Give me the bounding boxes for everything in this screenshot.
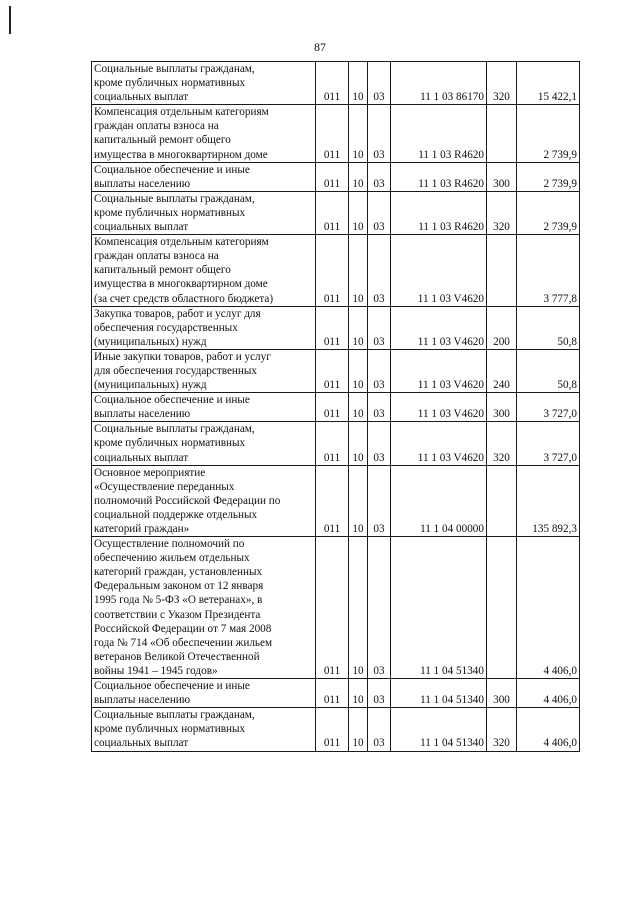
admin-code-cell: 011 [316,62,349,105]
page-number: 87 [314,40,326,54]
target-code-cell: 11 1 04 51340 [391,537,487,679]
description-line: Компенсация отдельным категориям [94,106,269,119]
description-line: года № 714 «Об обеспечении жильем [94,636,273,649]
margin-mark [9,6,11,34]
description-line: кроме публичных нормативных [94,206,246,219]
amount-cell: 15 422,1 [517,62,580,105]
description-line: кроме публичных нормативных [94,437,246,450]
table-row [92,679,580,708]
description-line: обеспечению жильем отдельных [94,552,250,565]
admin-code-cell: 011 [316,105,349,162]
description-line: Российской Федерации от 7 мая 2008 [94,622,272,635]
table-row [92,537,580,679]
table-row [92,191,580,234]
section-code-cell: 10 [349,105,368,162]
expense-type-cell [487,235,517,306]
subsection-code-cell: 03 [368,162,391,191]
table-row [92,306,580,349]
amount-cell: 3 727,0 [517,422,580,465]
table-row [92,465,580,536]
description-line: граждан оплаты взноса на [94,120,219,133]
admin-code-cell: 011 [316,191,349,234]
table-row [92,349,580,392]
amount-cell: 2 739,9 [517,162,580,191]
row-description [92,62,316,105]
subsection-code-cell: 03 [368,465,391,536]
amount-cell: 4 406,0 [517,708,580,751]
subsection-code-cell: 03 [368,708,391,751]
expense-type-cell: 320 [487,422,517,465]
description-line: (муниципальных) нужд [94,335,207,348]
target-code-cell: 11 1 03 V4620 [391,393,487,422]
description-line: имущества в многоквартирном доме [94,278,268,291]
row-description [92,306,316,349]
table-row [92,162,580,191]
expense-type-cell: 300 [487,393,517,422]
row-description [92,105,316,162]
description-line: (за счет средств областного бюджета) [94,292,274,305]
description-line: обеспечения государственных [94,321,238,334]
description-line: Компенсация отдельным категориям [94,236,269,249]
target-code-cell: 11 1 03 V4620 [391,349,487,392]
row-description [92,465,316,536]
description-line: соответствии с Указом Президента [94,608,261,621]
description-line: Основное мероприятие [94,466,206,479]
expense-type-cell [487,105,517,162]
section-code-cell: 10 [349,422,368,465]
target-code-cell: 11 1 03 V4620 [391,306,487,349]
subsection-code-cell: 03 [368,62,391,105]
target-code-cell: 11 1 03 V4620 [391,235,487,306]
table-row [92,62,580,105]
admin-code-cell: 011 [316,349,349,392]
description-line: 1995 года № 5-ФЗ «О ветеранах», в [94,594,263,607]
budget-table [91,61,580,752]
expense-type-cell: 300 [487,162,517,191]
description-line: (муниципальных) нужд [94,379,207,392]
description-line: кроме публичных нормативных [94,723,246,736]
admin-code-cell: 011 [316,708,349,751]
table-body [92,62,580,752]
row-description [92,191,316,234]
row-description [92,235,316,306]
section-code-cell: 10 [349,393,368,422]
description-line: имущества в многоквартирном доме [94,148,268,161]
expense-type-cell: 240 [487,349,517,392]
target-code-cell: 11 1 03 86170 [391,62,487,105]
section-code-cell: 10 [349,679,368,708]
amount-cell: 135 892,3 [517,465,580,536]
row-description [92,393,316,422]
description-line: категорий граждан, установленных [94,566,263,579]
amount-cell: 3 777,8 [517,235,580,306]
description-line: полномочий Российской Федерации по [94,494,281,507]
target-code-cell: 11 1 04 51340 [391,708,487,751]
description-line: граждан оплаты взноса на [94,250,219,263]
subsection-code-cell: 03 [368,422,391,465]
description-line: социальных выплат [94,91,189,104]
description-line: Социальные выплаты гражданам, [94,192,255,205]
subsection-code-cell: 03 [368,679,391,708]
amount-cell: 4 406,0 [517,537,580,679]
subsection-code-cell: 03 [368,349,391,392]
description-line: Федеральным законом от 12 января [94,580,264,593]
description-line: категорий граждан» [94,523,190,535]
description-line: кроме публичных нормативных [94,77,246,90]
expense-type-cell: 320 [487,191,517,234]
description-line: Осуществление полномочий по [94,538,245,551]
expense-type-cell: 300 [487,679,517,708]
row-description [92,708,316,751]
description-line: Социальные выплаты гражданам, [94,63,255,75]
section-code-cell: 10 [349,465,368,536]
target-code-cell: 11 1 03 R4620 [391,191,487,234]
table-row [92,235,580,306]
amount-cell: 4 406,0 [517,679,580,708]
admin-code-cell: 011 [316,465,349,536]
section-code-cell: 10 [349,235,368,306]
amount-cell: 50,8 [517,349,580,392]
description-line: выплаты населению [94,177,191,190]
section-code-cell: 10 [349,708,368,751]
table-row [92,708,580,751]
description-line: войны 1941 – 1945 годов» [94,664,218,677]
description-line: Социальное обеспечение и иные [94,394,250,407]
section-code-cell: 10 [349,306,368,349]
target-code-cell: 11 1 03 V4620 [391,422,487,465]
description-line: для обеспечения государственных [94,364,258,377]
section-code-cell: 10 [349,349,368,392]
description-line: Закупка товаров, работ и услуг для [94,307,261,320]
expense-type-cell: 320 [487,708,517,751]
admin-code-cell: 011 [316,235,349,306]
section-code-cell: 10 [349,162,368,191]
expense-type-cell: 320 [487,62,517,105]
row-description [92,422,316,465]
description-line: ветеранов Великой Отечественной [94,650,260,663]
expense-type-cell: 200 [487,306,517,349]
description-line: «Осуществление переданных [94,480,235,493]
row-description [92,349,316,392]
admin-code-cell: 011 [316,537,349,679]
description-line: социальных выплат [94,737,189,750]
target-code-cell: 11 1 03 R4620 [391,162,487,191]
admin-code-cell: 011 [316,679,349,708]
amount-cell: 50,8 [517,306,580,349]
subsection-code-cell: 03 [368,191,391,234]
description-line: выплаты населению [94,408,191,421]
description-line: социальных выплат [94,451,189,464]
section-code-cell: 10 [349,537,368,679]
amount-cell: 2 739,9 [517,105,580,162]
description-line: Социальные выплаты гражданам, [94,423,255,436]
description-line: Иные закупки товаров, работ и услуг [94,350,271,363]
row-description [92,679,316,708]
row-description [92,162,316,191]
target-code-cell: 11 1 03 R4620 [391,105,487,162]
description-line: выплаты населению [94,694,191,707]
expense-type-cell [487,465,517,536]
description-line: Социальное обеспечение и иные [94,680,250,693]
row-description [92,537,316,679]
table-row [92,393,580,422]
admin-code-cell: 011 [316,422,349,465]
subsection-code-cell: 03 [368,537,391,679]
amount-cell: 2 739,9 [517,191,580,234]
subsection-code-cell: 03 [368,235,391,306]
amount-cell: 3 727,0 [517,393,580,422]
subsection-code-cell: 03 [368,105,391,162]
subsection-code-cell: 03 [368,393,391,422]
target-code-cell: 11 1 04 00000 [391,465,487,536]
expense-type-cell [487,537,517,679]
target-code-cell: 11 1 04 51340 [391,679,487,708]
admin-code-cell: 011 [316,393,349,422]
description-line: социальных выплат [94,221,189,234]
description-line: Социальное обеспечение и иные [94,163,250,176]
section-code-cell: 10 [349,191,368,234]
table-row [92,422,580,465]
description-line: социальной поддержке отдельных [94,508,258,521]
description-line: Социальные выплаты гражданам, [94,709,255,722]
section-code-cell: 10 [349,62,368,105]
description-line: капитальный ремонт общего [94,264,231,277]
admin-code-cell: 011 [316,306,349,349]
description-line: капитальный ремонт общего [94,134,231,147]
admin-code-cell: 011 [316,162,349,191]
table-row [92,105,580,162]
subsection-code-cell: 03 [368,306,391,349]
